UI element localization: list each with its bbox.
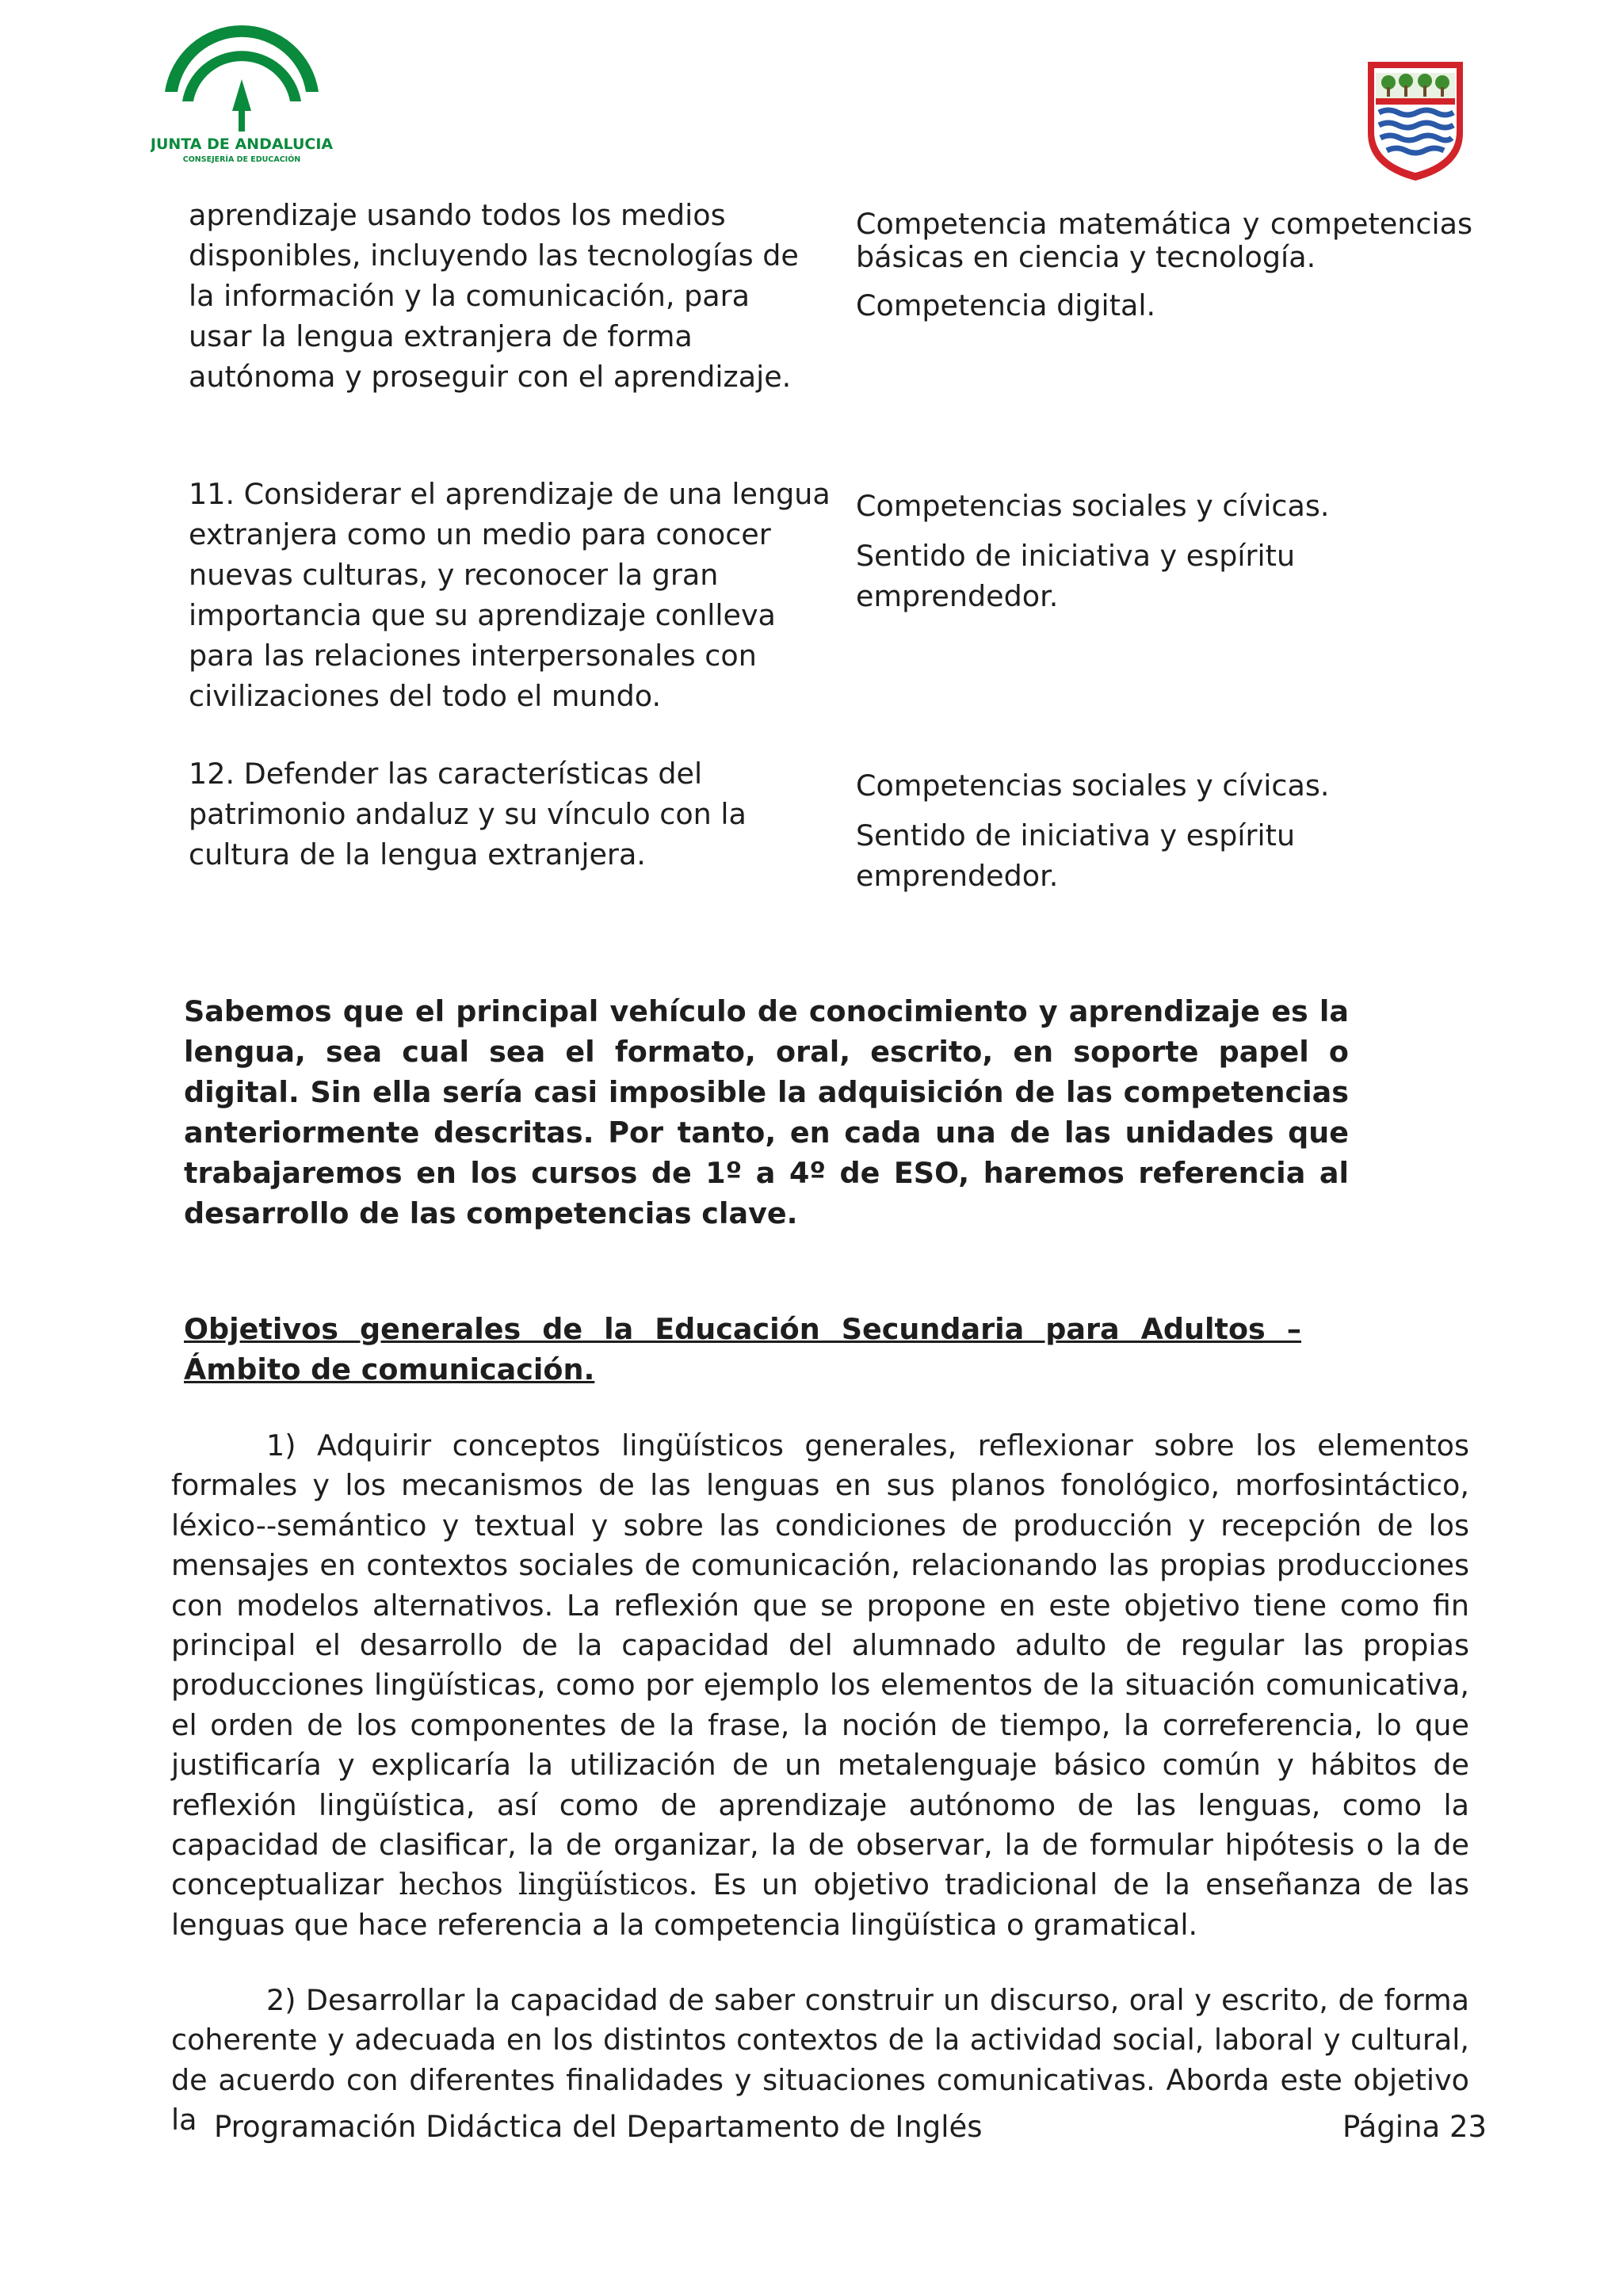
logo-title: JUNTA DE ANDALUCIA <box>151 135 333 153</box>
objective-1-serif-text: hechos lingüísticos. <box>399 1867 698 1902</box>
crest-shield-icon <box>1365 57 1466 184</box>
footer-page-number: Página 23 <box>1342 2110 1487 2144</box>
table-row-competencies-cell <box>856 765 1490 907</box>
competency-text: Sentido de iniciativa y espíritu emprendedor. <box>856 539 1296 613</box>
footer-document-title: Programación Didáctica del Departamento de Inglés <box>214 2110 983 2144</box>
objective-1-paragraph <box>171 1426 1469 1945</box>
table-row-competencies-cell <box>856 208 1472 337</box>
objective-1-text: 1) Adquirir conceptos lingüísticos generales, reflexionar sobre los elementos formales y los mecanismos de las lenguas en sus planos fonológico, morfosintáctico, léxico--semántico y textual y sobre las condiciones de producción y recepción de los mensajes en contextos sociales de comunicación, relacionando las propias producciones con modelos alternativos. La reflexión que se propone en este objetivo tiene como fin principal el desarrollo de la capacidad del alumnado adulto de regular las propias producciones lingüísticas, como por ejemplo los elementos de la situación comunicativa, el orden de los componentes de la frase, la noción de tiempo, la correferencia, lo que justificaría y explicaría la utilización de un metalenguaje básico común y hábitos de reflexión lingüística, así como de aprendizaje autónomo de las lenguas, como la capacidad de clasificar, la de organizar, la de observar, la de formular hipótesis o la de conceptualizar <box>171 1428 1469 1902</box>
objective-2-text: 2) Desarrollar la capacidad de saber construir un discurso, oral y escrito, de forma coherente y adecuada en los distintos contextos de la actividad social, laboral y cultural, de acuerdo con diferentes finalidades y situaciones comunicativas. Aborda este objetivo la <box>171 1983 1469 2138</box>
junta-arch-icon <box>151 22 333 165</box>
objective-text: 12. Defender las características del patrimonio andaluz y su vínculo con la cultura de la lengua extranjera. <box>189 757 747 871</box>
section-heading: Objetivos generales de la Educación Secundaria para Adultos – Ámbito de comunicación. <box>184 1312 1301 1386</box>
logo-subtitle: CONSEJERÍA DE EDUCACIÓN <box>182 155 301 164</box>
competency-text: Competencias sociales y cívicas. <box>856 489 1330 523</box>
competency-text: Competencias sociales y cívicas. <box>856 769 1330 803</box>
objective-text: 11. Considerar el aprendizaje de una lengua extranjera como un medio para conocer nuevas culturas, y reconocer la gran importancia que su aprendizaje conlleva para las relaciones interpersonales con civilizaciones del todo el mundo. <box>189 477 831 713</box>
objective-text: aprendizaje usando todos los medios disponibles, incluyendo las tecnologías de la información y la comunicación, para usar la lengua extranjera de forma autónoma y proseguir con el aprendizaje. <box>189 198 799 394</box>
competency-text: Sentido de iniciativa y espíritu emprendedor. <box>856 818 1296 893</box>
junta-de-andalucia-logo <box>151 22 333 165</box>
competency-text: Competencia digital. <box>856 288 1156 322</box>
objective-1-text-end: Es un objetivo tradicional de la enseñanza de las lenguas que hace referencia a la competencia lingüística o gramatical. <box>171 1867 1470 1942</box>
competency-text: Competencia matemática y competencias básicas en ciencia y tecnología. <box>856 207 1472 274</box>
table-row-competencies-cell <box>856 486 1490 627</box>
table-row-objective-cell <box>189 195 799 397</box>
table-row-objective-cell <box>189 753 823 875</box>
town-crest-logo <box>1365 57 1466 184</box>
key-competences-paragraph: Sabemos que el principal vehículo de conocimiento y aprendizaje es la lengua, sea cual sea el formato, oral, escrito, en soporte papel o digital. Sin ella sería casi imposible la adquisición de las competencias anteriormente descritas. Por tanto, en cada una de las unidades que trabajaremos en los cursos de 1º a 4º de ESO, haremos referencia al desarrollo de las competencias clave. <box>184 994 1349 1230</box>
table-row-objective-cell <box>189 474 834 716</box>
